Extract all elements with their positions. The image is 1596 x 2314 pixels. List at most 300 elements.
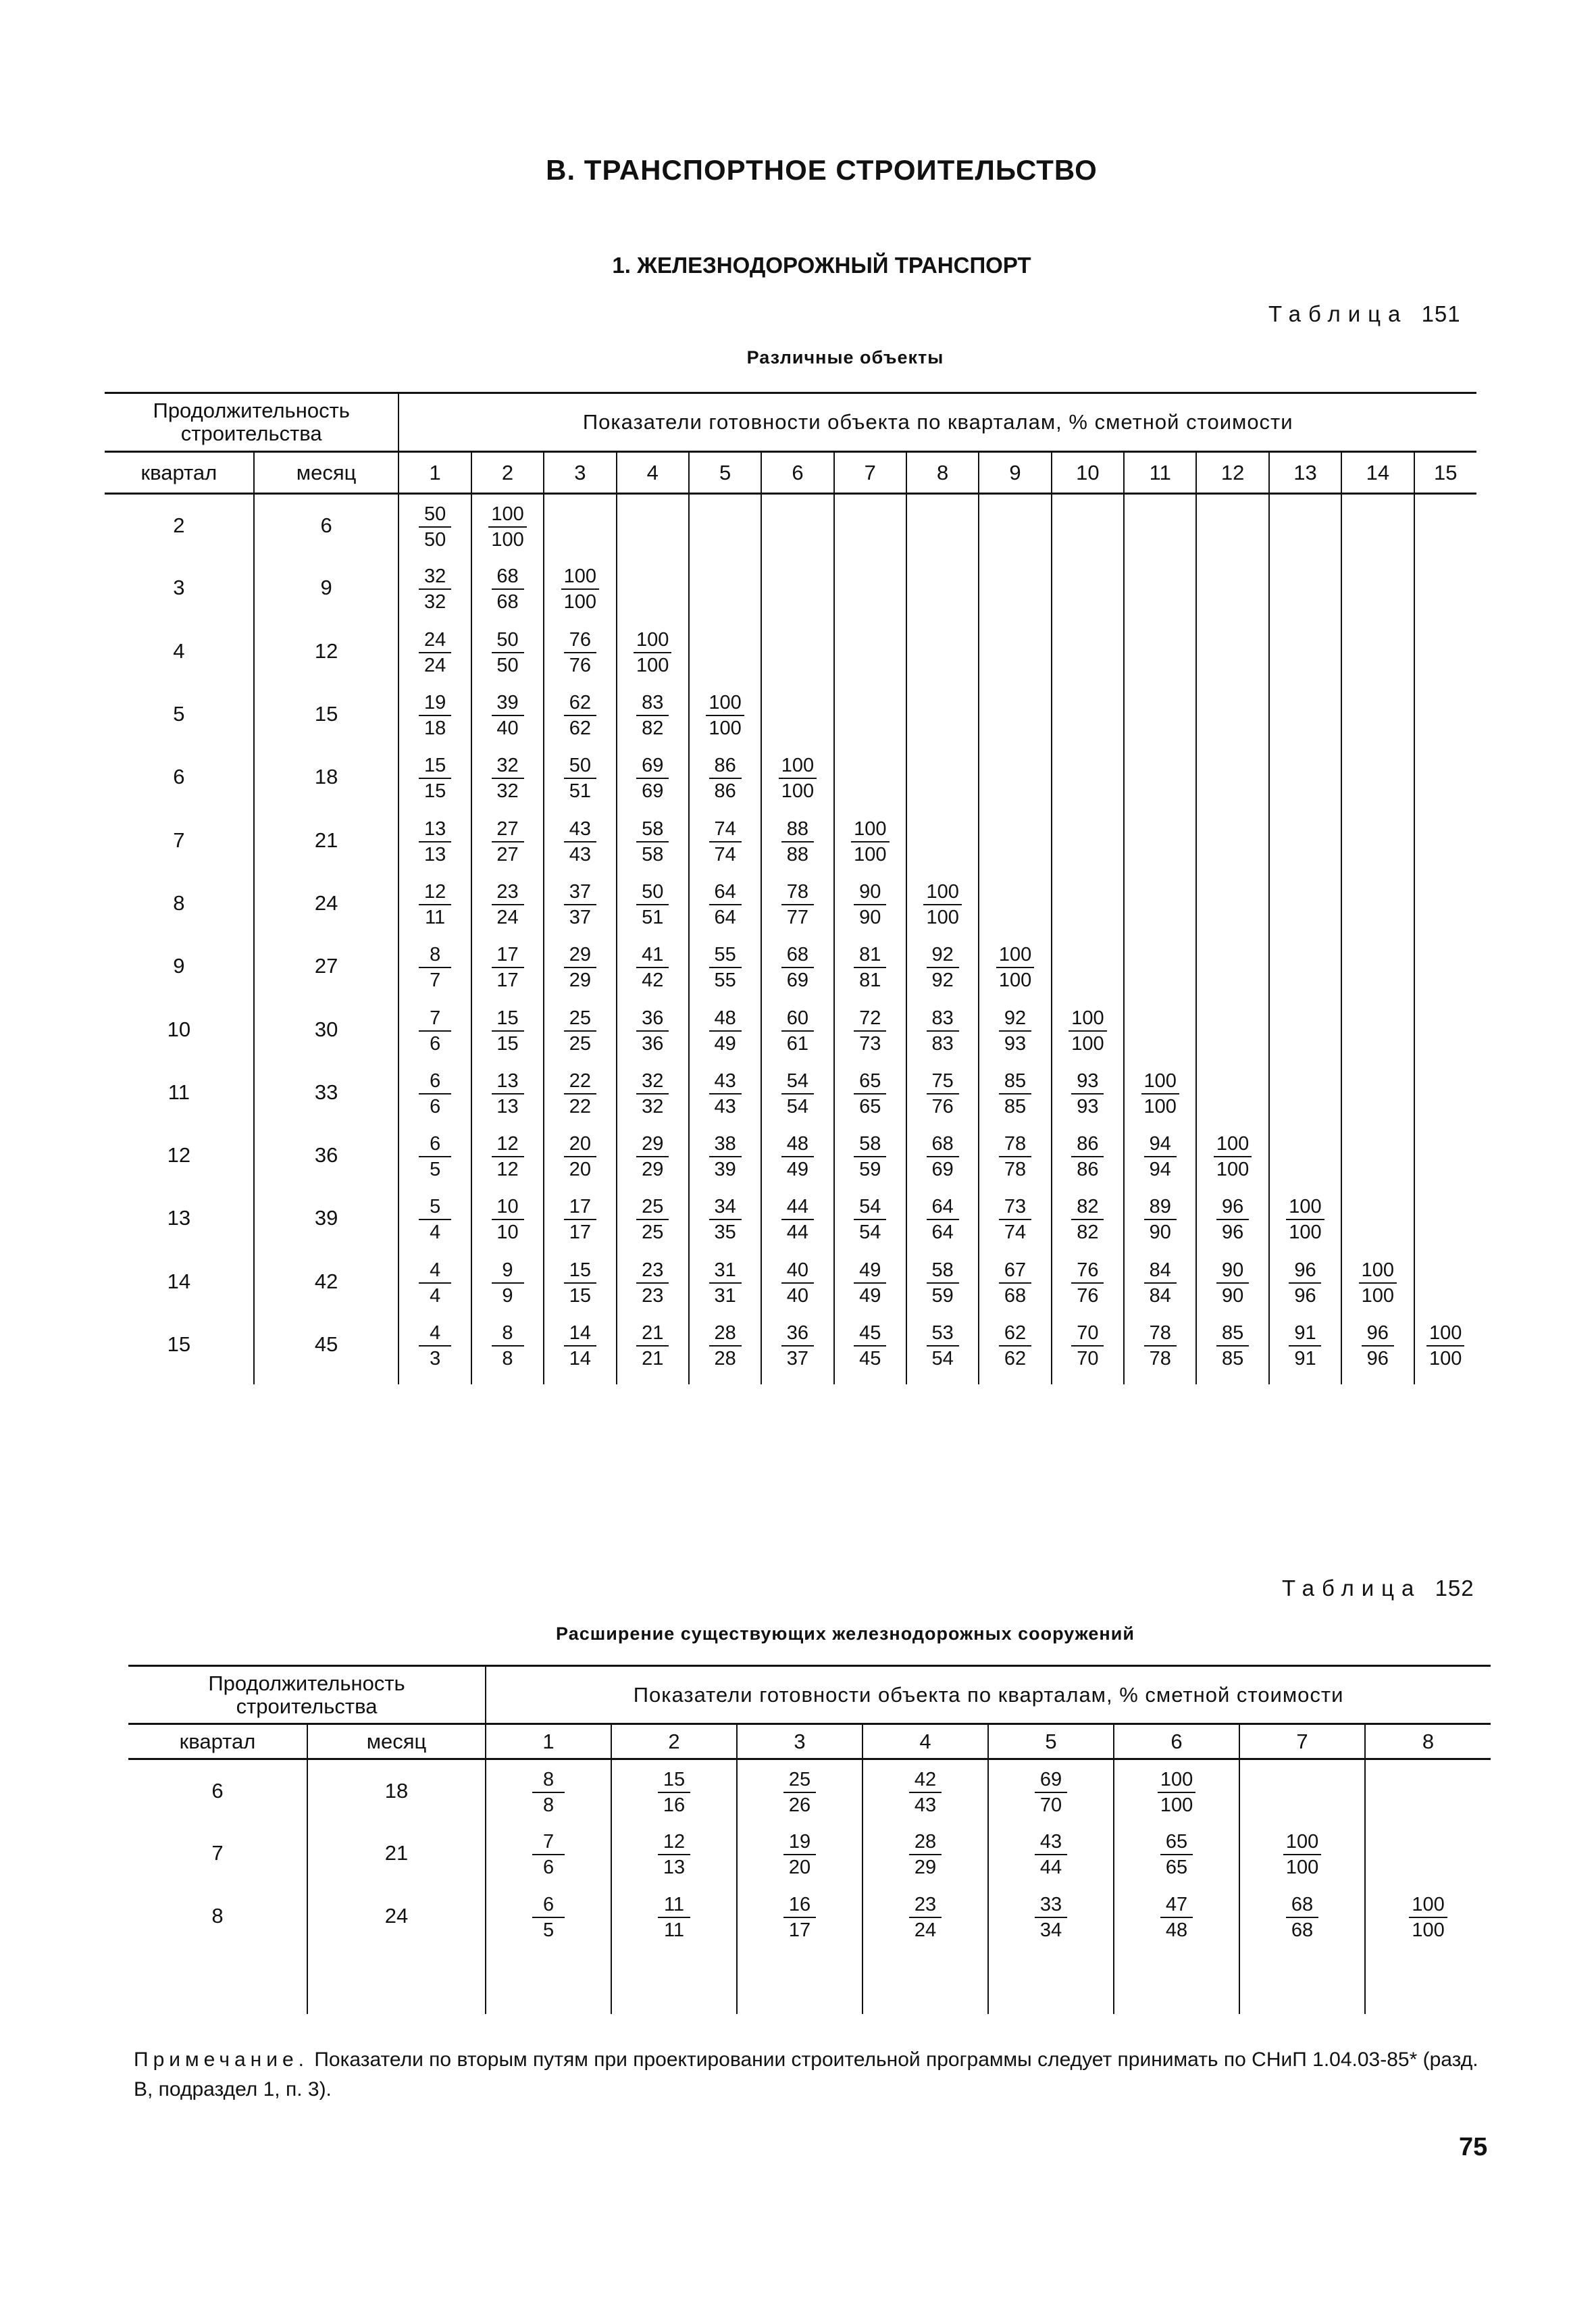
fraction bbox=[1426, 1324, 1464, 1369]
fraction-numerator: 100 bbox=[1426, 1324, 1464, 1347]
fraction bbox=[492, 882, 524, 928]
fraction bbox=[709, 1197, 742, 1242]
value-cell bbox=[906, 809, 979, 872]
fraction bbox=[781, 882, 814, 928]
value-cell bbox=[988, 1759, 1114, 1822]
fraction bbox=[1286, 1197, 1324, 1242]
value-cell bbox=[1414, 872, 1477, 934]
fraction bbox=[1069, 1009, 1106, 1054]
value-cell bbox=[1196, 557, 1268, 620]
table-row bbox=[105, 682, 1476, 745]
fraction-numerator: 36 bbox=[781, 1324, 814, 1347]
value-cell bbox=[761, 682, 833, 745]
fraction bbox=[419, 630, 451, 676]
table-151-head-month: месяц bbox=[254, 452, 399, 494]
fraction-denominator: 6 bbox=[430, 1032, 441, 1055]
fraction-denominator: 51 bbox=[642, 906, 664, 928]
fraction-denominator: 100 bbox=[491, 528, 524, 551]
value-cell bbox=[544, 809, 616, 872]
fraction-numerator: 20 bbox=[564, 1134, 596, 1157]
fraction bbox=[492, 1324, 524, 1369]
value-cell bbox=[1269, 1124, 1341, 1186]
fraction-numerator: 13 bbox=[419, 820, 451, 842]
fraction-numerator: 5 bbox=[419, 1197, 451, 1220]
value-cell bbox=[617, 809, 689, 872]
fraction-numerator: 100 bbox=[1409, 1895, 1447, 1918]
quarter-cell: 8 bbox=[173, 890, 185, 915]
month-cell: 36 bbox=[254, 1124, 399, 1186]
value-cell bbox=[1269, 1187, 1341, 1250]
fraction-denominator: 100 bbox=[926, 906, 959, 928]
fraction-numerator: 73 bbox=[999, 1197, 1031, 1220]
fraction-numerator: 12 bbox=[419, 882, 451, 905]
fraction-numerator: 100 bbox=[488, 505, 526, 528]
fraction-denominator: 4 bbox=[430, 1284, 441, 1307]
fraction-denominator: 32 bbox=[496, 780, 519, 803]
fraction-numerator: 100 bbox=[1286, 1197, 1324, 1220]
fraction bbox=[1144, 1134, 1177, 1180]
table-151-label bbox=[1268, 301, 1461, 327]
value-cell bbox=[544, 1187, 616, 1250]
value-cell bbox=[1341, 557, 1414, 620]
fraction-denominator: 3 bbox=[430, 1348, 441, 1369]
fraction bbox=[927, 1009, 959, 1054]
value-cell bbox=[544, 872, 616, 934]
value-cell bbox=[1269, 494, 1341, 557]
quarter-cell: 15 bbox=[167, 1332, 191, 1356]
fraction-numerator: 54 bbox=[854, 1197, 886, 1220]
fraction-numerator: 6 bbox=[419, 1134, 451, 1157]
fraction bbox=[781, 945, 814, 990]
fraction bbox=[854, 1134, 886, 1180]
fraction bbox=[854, 1324, 886, 1369]
fraction-numerator: 4 bbox=[419, 1324, 451, 1347]
fraction bbox=[492, 1197, 524, 1242]
table-152-head-month: месяц bbox=[307, 1724, 486, 1759]
fraction bbox=[492, 630, 524, 676]
fraction bbox=[781, 1072, 814, 1117]
value-cell bbox=[1124, 809, 1196, 872]
table-row bbox=[128, 1822, 1491, 1885]
fraction bbox=[658, 1832, 690, 1878]
table-151-caption: Различные объекты bbox=[746, 347, 944, 368]
fraction-numerator: 15 bbox=[564, 1261, 596, 1284]
value-cell bbox=[1052, 1187, 1124, 1250]
table-152-col-5: 5 bbox=[988, 1724, 1114, 1759]
fraction-numerator: 65 bbox=[854, 1072, 886, 1095]
month-cell: 12 bbox=[254, 620, 399, 682]
fraction-numerator: 70 bbox=[1071, 1324, 1104, 1347]
fraction-numerator: 100 bbox=[1214, 1134, 1252, 1157]
value-cell bbox=[398, 872, 471, 934]
fraction-numerator: 4 bbox=[419, 1261, 451, 1284]
fraction-numerator: 12 bbox=[492, 1134, 524, 1157]
value-cell bbox=[617, 494, 689, 557]
value-cell bbox=[834, 494, 906, 557]
value-cell bbox=[398, 620, 471, 682]
fraction-numerator: 36 bbox=[636, 1009, 669, 1032]
value-cell bbox=[1124, 557, 1196, 620]
month-cell: 39 bbox=[254, 1187, 399, 1250]
value-cell bbox=[834, 809, 906, 872]
fraction-numerator: 90 bbox=[1216, 1261, 1249, 1284]
fraction-numerator: 82 bbox=[1071, 1197, 1104, 1220]
fraction-denominator: 100 bbox=[854, 843, 887, 865]
fraction-numerator: 68 bbox=[1286, 1895, 1318, 1918]
month-cell: 18 bbox=[307, 1759, 486, 1822]
fraction bbox=[927, 1072, 959, 1117]
value-cell bbox=[617, 935, 689, 998]
value-cell bbox=[1052, 1250, 1124, 1313]
fraction bbox=[709, 945, 742, 990]
fraction-denominator: 55 bbox=[714, 970, 736, 992]
value-cell bbox=[544, 682, 616, 745]
fraction-denominator: 25 bbox=[642, 1222, 664, 1244]
fraction-denominator: 6 bbox=[542, 1857, 555, 1878]
fraction bbox=[1035, 1770, 1067, 1815]
fraction bbox=[781, 1197, 814, 1242]
fraction bbox=[1409, 1895, 1447, 1940]
value-cell bbox=[1414, 494, 1477, 557]
value-cell bbox=[1341, 620, 1414, 682]
value-cell bbox=[1269, 1061, 1341, 1124]
fraction-denominator: 31 bbox=[714, 1284, 736, 1307]
note-label: Примечание. bbox=[134, 2048, 309, 2071]
value-cell bbox=[979, 1313, 1051, 1376]
fraction bbox=[636, 945, 669, 990]
value-cell bbox=[1052, 620, 1124, 682]
fraction-denominator: 42 bbox=[642, 970, 664, 992]
value-cell bbox=[737, 1885, 863, 1948]
fraction bbox=[1216, 1197, 1249, 1242]
value-cell bbox=[689, 682, 761, 745]
value-cell bbox=[544, 1124, 616, 1186]
fraction-denominator: 100 bbox=[1285, 1857, 1319, 1878]
fraction-numerator: 78 bbox=[999, 1134, 1031, 1157]
fraction-numerator: 15 bbox=[658, 1770, 690, 1793]
fraction-denominator: 96 bbox=[1366, 1348, 1389, 1369]
value-cell bbox=[617, 557, 689, 620]
month-cell: 21 bbox=[307, 1822, 486, 1885]
fraction-denominator: 86 bbox=[1077, 1159, 1099, 1181]
section-title: В. ТРАНСПОРТНОЕ СТРОИТЕЛЬСТВО bbox=[546, 154, 1098, 186]
fraction-numerator: 43 bbox=[564, 820, 596, 842]
value-cell bbox=[979, 620, 1051, 682]
fraction-numerator: 32 bbox=[492, 756, 524, 779]
fraction-numerator: 83 bbox=[927, 1009, 959, 1032]
fraction bbox=[781, 1324, 814, 1369]
fraction-numerator: 32 bbox=[636, 1072, 669, 1095]
fraction-numerator: 39 bbox=[492, 693, 524, 716]
value-cell bbox=[617, 872, 689, 934]
fraction-denominator: 32 bbox=[424, 591, 446, 613]
value-cell bbox=[617, 1313, 689, 1376]
value-cell bbox=[617, 1187, 689, 1250]
value-cell bbox=[761, 1313, 833, 1376]
fraction-numerator: 69 bbox=[1035, 1770, 1067, 1793]
value-cell bbox=[834, 1124, 906, 1186]
value-cell bbox=[761, 1187, 833, 1250]
fraction-denominator: 13 bbox=[496, 1095, 519, 1117]
month-cell: 9 bbox=[254, 557, 399, 620]
fraction-denominator: 88 bbox=[786, 843, 809, 865]
fraction-numerator: 78 bbox=[781, 882, 814, 905]
fraction-denominator: 7 bbox=[430, 970, 441, 992]
fraction bbox=[636, 1197, 669, 1242]
fraction-denominator: 78 bbox=[1149, 1348, 1171, 1369]
value-cell bbox=[1196, 746, 1268, 809]
fraction-denominator: 100 bbox=[709, 718, 742, 740]
value-cell bbox=[906, 1061, 979, 1124]
quarter-cell: 4 bbox=[173, 638, 185, 663]
value-cell bbox=[1269, 809, 1341, 872]
value-cell bbox=[544, 557, 616, 620]
value-cell bbox=[1414, 1124, 1477, 1186]
table-row bbox=[105, 746, 1476, 809]
fraction-numerator: 11 bbox=[658, 1895, 690, 1918]
fraction bbox=[492, 1134, 524, 1180]
value-cell bbox=[1196, 1187, 1268, 1250]
fraction-numerator: 92 bbox=[927, 945, 959, 968]
fraction-denominator: 16 bbox=[663, 1794, 686, 1816]
table-tail bbox=[105, 1376, 1476, 1384]
value-cell bbox=[1269, 620, 1341, 682]
fraction-numerator: 100 bbox=[779, 756, 817, 779]
value-cell bbox=[1124, 1250, 1196, 1313]
fraction bbox=[1071, 1134, 1104, 1180]
fraction bbox=[1214, 1134, 1252, 1180]
fraction-denominator: 24 bbox=[914, 1919, 937, 1941]
fraction bbox=[999, 1197, 1031, 1242]
table-row bbox=[105, 620, 1476, 682]
fraction-numerator: 60 bbox=[781, 1009, 814, 1032]
fraction-numerator: 100 bbox=[1283, 1832, 1321, 1855]
value-cell bbox=[834, 935, 906, 998]
fraction-denominator: 40 bbox=[496, 718, 519, 740]
fraction-numerator: 33 bbox=[1035, 1895, 1067, 1918]
fraction-numerator: 76 bbox=[1071, 1261, 1104, 1284]
value-cell bbox=[486, 1759, 611, 1822]
table-row bbox=[128, 1885, 1491, 1948]
fraction-numerator: 100 bbox=[561, 567, 599, 590]
value-cell bbox=[398, 746, 471, 809]
value-cell bbox=[1196, 682, 1268, 745]
fraction-numerator: 15 bbox=[419, 756, 451, 779]
fraction-numerator: 100 bbox=[923, 882, 961, 905]
value-cell bbox=[1196, 935, 1268, 998]
fraction-denominator: 43 bbox=[569, 843, 591, 865]
value-cell bbox=[471, 1124, 544, 1186]
note-text: Показатели по вторым путям при проектировании строительной программы следует принимать по СНиП 1.04.03-85* (разд. В, подраздел 1, п. 3). bbox=[134, 2048, 1478, 2101]
fraction-denominator: 50 bbox=[424, 528, 446, 551]
fraction-numerator: 62 bbox=[999, 1324, 1031, 1347]
fraction bbox=[709, 1134, 742, 1180]
fraction-numerator: 37 bbox=[564, 882, 596, 905]
value-cell bbox=[689, 620, 761, 682]
fraction-numerator: 50 bbox=[492, 630, 524, 653]
value-cell bbox=[979, 1187, 1051, 1250]
fraction-denominator: 50 bbox=[496, 654, 519, 676]
fraction bbox=[636, 756, 669, 801]
fraction-numerator: 31 bbox=[709, 1261, 742, 1284]
table-152-col-8: 8 bbox=[1365, 1724, 1491, 1759]
fraction bbox=[709, 1324, 742, 1369]
value-cell bbox=[761, 620, 833, 682]
value-cell bbox=[761, 494, 833, 557]
fraction-numerator: 96 bbox=[1362, 1324, 1394, 1347]
fraction-denominator: 62 bbox=[1004, 1348, 1027, 1369]
value-cell bbox=[1239, 1759, 1365, 1822]
table-152-col-7: 7 bbox=[1239, 1724, 1365, 1759]
fraction-numerator: 43 bbox=[1035, 1832, 1067, 1855]
fraction bbox=[1160, 1832, 1193, 1878]
fraction-numerator: 24 bbox=[419, 630, 451, 653]
value-cell bbox=[1196, 998, 1268, 1061]
fraction bbox=[492, 756, 524, 801]
fraction-denominator: 13 bbox=[424, 843, 446, 865]
value-cell bbox=[471, 557, 544, 620]
value-cell bbox=[544, 1313, 616, 1376]
value-cell bbox=[1124, 872, 1196, 934]
fraction bbox=[999, 1009, 1031, 1054]
value-cell bbox=[834, 682, 906, 745]
fraction-denominator: 44 bbox=[1039, 1857, 1062, 1878]
fraction bbox=[564, 1072, 596, 1117]
value-cell bbox=[1414, 1250, 1477, 1313]
fraction-denominator: 23 bbox=[642, 1284, 664, 1307]
value-cell bbox=[544, 998, 616, 1061]
fraction-numerator: 50 bbox=[419, 505, 451, 528]
fraction bbox=[923, 882, 961, 928]
table-152-caption: Расширение существующих железнодорожных сооружений bbox=[556, 1624, 1135, 1644]
value-cell bbox=[1124, 746, 1196, 809]
fraction-numerator: 12 bbox=[658, 1832, 690, 1855]
fraction bbox=[564, 1134, 596, 1180]
value-cell bbox=[471, 1250, 544, 1313]
value-cell bbox=[617, 620, 689, 682]
value-cell bbox=[1341, 1124, 1414, 1186]
value-cell bbox=[906, 620, 979, 682]
fraction-denominator: 8 bbox=[542, 1794, 555, 1816]
fraction-numerator: 15 bbox=[492, 1009, 524, 1032]
value-cell bbox=[471, 1313, 544, 1376]
value-cell bbox=[1052, 682, 1124, 745]
fraction bbox=[854, 1197, 886, 1242]
fraction-numerator: 85 bbox=[999, 1072, 1031, 1095]
value-cell bbox=[471, 682, 544, 745]
fraction-numerator: 54 bbox=[781, 1072, 814, 1095]
fraction bbox=[564, 820, 596, 865]
fraction-denominator: 9 bbox=[502, 1284, 513, 1307]
fraction-denominator: 70 bbox=[1039, 1794, 1062, 1816]
fraction-numerator: 48 bbox=[709, 1009, 742, 1032]
fraction bbox=[999, 1072, 1031, 1117]
fraction-denominator: 25 bbox=[569, 1032, 591, 1055]
fraction-denominator: 15 bbox=[496, 1032, 519, 1055]
value-cell bbox=[611, 1885, 737, 1948]
fraction-numerator: 58 bbox=[636, 820, 669, 842]
fraction-denominator: 37 bbox=[569, 906, 591, 928]
value-cell bbox=[1341, 494, 1414, 557]
value-cell bbox=[689, 746, 761, 809]
fraction bbox=[492, 693, 524, 738]
value-cell bbox=[544, 935, 616, 998]
table-152-col-4: 4 bbox=[863, 1724, 988, 1759]
table-152-head-indicators: Показатели готовности объекта по кварталам, % сметной стоимости bbox=[486, 1666, 1491, 1724]
fraction-numerator: 91 bbox=[1289, 1324, 1321, 1347]
value-cell bbox=[737, 1822, 863, 1885]
fraction-denominator: 45 bbox=[859, 1348, 881, 1369]
fraction bbox=[532, 1895, 565, 1940]
value-cell bbox=[611, 1822, 737, 1885]
value-cell bbox=[1341, 935, 1414, 998]
value-cell bbox=[863, 1759, 988, 1822]
value-cell bbox=[988, 1822, 1114, 1885]
value-cell bbox=[544, 746, 616, 809]
value-cell bbox=[1196, 620, 1268, 682]
fraction-denominator: 49 bbox=[859, 1284, 881, 1307]
fraction-denominator: 82 bbox=[1077, 1222, 1099, 1244]
fraction-numerator: 8 bbox=[419, 945, 451, 968]
fraction bbox=[564, 1324, 596, 1369]
fraction-denominator: 100 bbox=[1361, 1284, 1395, 1307]
fraction bbox=[488, 505, 526, 550]
fraction-numerator: 53 bbox=[927, 1324, 959, 1347]
fraction-denominator: 91 bbox=[1294, 1348, 1316, 1369]
fraction bbox=[909, 1895, 942, 1940]
value-cell bbox=[1341, 998, 1414, 1061]
fraction-denominator: 76 bbox=[1077, 1284, 1099, 1307]
table-151-col-11: 11 bbox=[1124, 452, 1196, 494]
fraction-numerator: 44 bbox=[781, 1197, 814, 1220]
fraction bbox=[1071, 1324, 1104, 1369]
fraction bbox=[927, 1261, 959, 1306]
value-cell bbox=[1414, 935, 1477, 998]
value-cell bbox=[1414, 746, 1477, 809]
value-cell bbox=[906, 1250, 979, 1313]
fraction-denominator: 13 bbox=[663, 1857, 686, 1878]
fraction bbox=[419, 1134, 451, 1180]
fraction bbox=[709, 1009, 742, 1054]
value-cell bbox=[761, 746, 833, 809]
fraction-numerator: 69 bbox=[636, 756, 669, 779]
value-cell bbox=[1124, 1124, 1196, 1186]
value-cell bbox=[1052, 746, 1124, 809]
fraction-numerator: 21 bbox=[636, 1324, 669, 1347]
fraction-denominator: 44 bbox=[786, 1222, 809, 1244]
fraction-numerator: 38 bbox=[709, 1134, 742, 1157]
value-cell bbox=[906, 557, 979, 620]
value-cell bbox=[1414, 809, 1477, 872]
fraction-denominator: 43 bbox=[914, 1794, 937, 1816]
fraction-denominator: 100 bbox=[998, 970, 1032, 992]
fraction bbox=[419, 1197, 451, 1242]
table-152-col-1: 1 bbox=[486, 1724, 611, 1759]
value-cell bbox=[398, 1187, 471, 1250]
value-cell bbox=[906, 682, 979, 745]
fraction bbox=[419, 945, 451, 990]
fraction-denominator: 94 bbox=[1149, 1159, 1171, 1181]
fraction bbox=[709, 820, 742, 865]
quarter-cell: 9 bbox=[173, 954, 185, 978]
value-cell bbox=[979, 1061, 1051, 1124]
fraction-denominator: 11 bbox=[425, 906, 446, 928]
table-row bbox=[105, 872, 1476, 934]
fraction-denominator: 28 bbox=[714, 1348, 736, 1369]
fraction-denominator: 100 bbox=[636, 654, 669, 676]
table-152-head-duration: Продолжительность строительства bbox=[128, 1666, 486, 1724]
fraction-denominator: 93 bbox=[1077, 1095, 1099, 1117]
